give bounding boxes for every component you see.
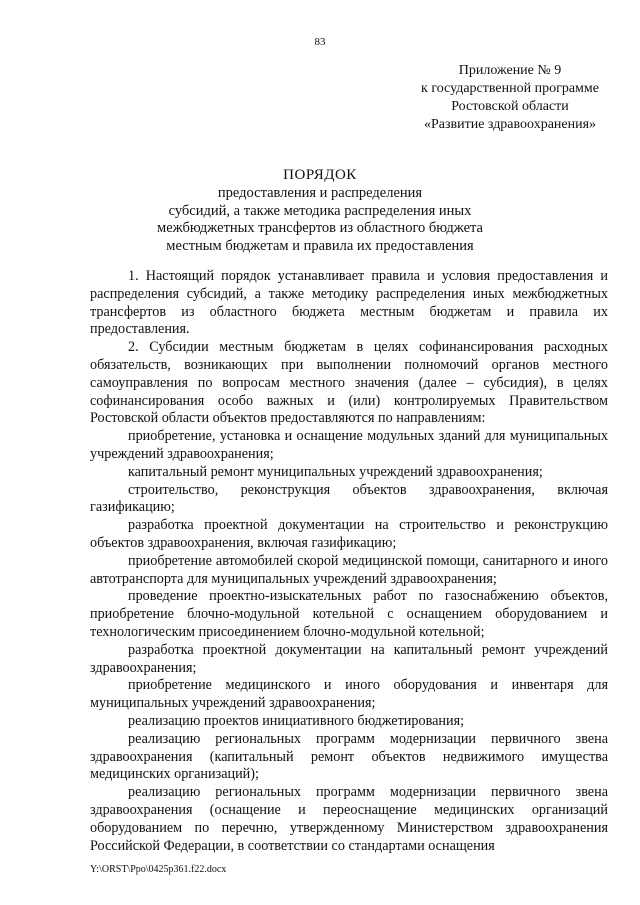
file-path-footer: Y:\ORST\Ppo\0425p361.f22.docx [90,864,227,875]
paragraph: 1. Настоящий порядок устанавливает правила и условия предоставления и распределения субсидий, а также методику распределения иных межбюджетных трансфертов из областного бюджета местным бюджетам и правила их предоставления. [90,268,608,338]
title-subline: местным бюджетам и правила их предоставления [166,237,474,254]
title-subline: предоставления и распределения [217,185,423,201]
appendix-line: к государственной программе [421,81,599,96]
title-subline: субсидий, а также методика распределения иных [168,202,472,219]
appendix-line: «Развитие здравоохранения» [423,117,597,132]
document-body [90,268,608,855]
document-title [0,165,640,255]
paragraph: 2. Субсидии местным бюджетам в целях софинансирования расходных обязательств, возникающих при выполнении полномочий органов местного самоуправления по вопросам местного значения (далее – субсидия), в целях софинансирования особо важных и (или) контролируемых Правительством Ростовской области объектов предоставляются по направлениям: [90,339,608,427]
paragraph: приобретение автомобилей скорой медицинской помощи, санитарного и иного автотранспорта для муниципальных учреждений здравоохранения; [90,552,608,587]
paragraph: приобретение медицинского и иного оборудования и инвентаря для муниципальных учреждений здравоохранения; [90,677,608,712]
title-subline: межбюджетных трансфертов из областного бюджета [157,220,483,236]
title-heading: ПОРЯДОК [283,167,357,183]
paragraph: реализацию проектов инициативного бюджетирования; [128,712,465,729]
page-number: 83 [314,36,326,48]
appendix-line: Приложение № 9 [458,63,562,78]
paragraph: проведение проектно-изыскательных работ по газоснабжению объектов, приобретение блочно-модульной котельной с оснащением оборудованием и технологическим присоединением блочно-модульной котельной; [90,588,608,640]
paragraph: приобретение, установка и оснащение модульных зданий для муниципальных учреждений здравоохранения; [90,428,608,462]
paragraph: реализацию региональных программ модернизации первичного звена здравоохранения (оснащение и переоснащение медицинских организаций оборудованием по перечню, утвержденному Министерством здравоохранения Российской Федерации, в соответствии со стандартами оснащения [90,784,608,854]
paragraph: строительство, реконструкция объектов здравоохранения, включая газификацию; [90,481,608,516]
appendix-line: Ростовской области [451,99,569,114]
paragraph: капитальный ремонт муниципальных учреждений здравоохранения; [128,463,543,480]
paragraph: разработка проектной документации на строительство и реконструкцию объектов здравоохранения, включая газификацию; [90,517,608,551]
appendix-block [380,62,640,134]
paragraph: реализацию региональных программ модернизации первичного звена здравоохранения (капитальный ремонт объектов недвижимого имущества медицинских организаций); [90,730,608,783]
paragraph: разработка проектной документации на капитальный ремонт учреждений здравоохранения; [90,641,608,676]
